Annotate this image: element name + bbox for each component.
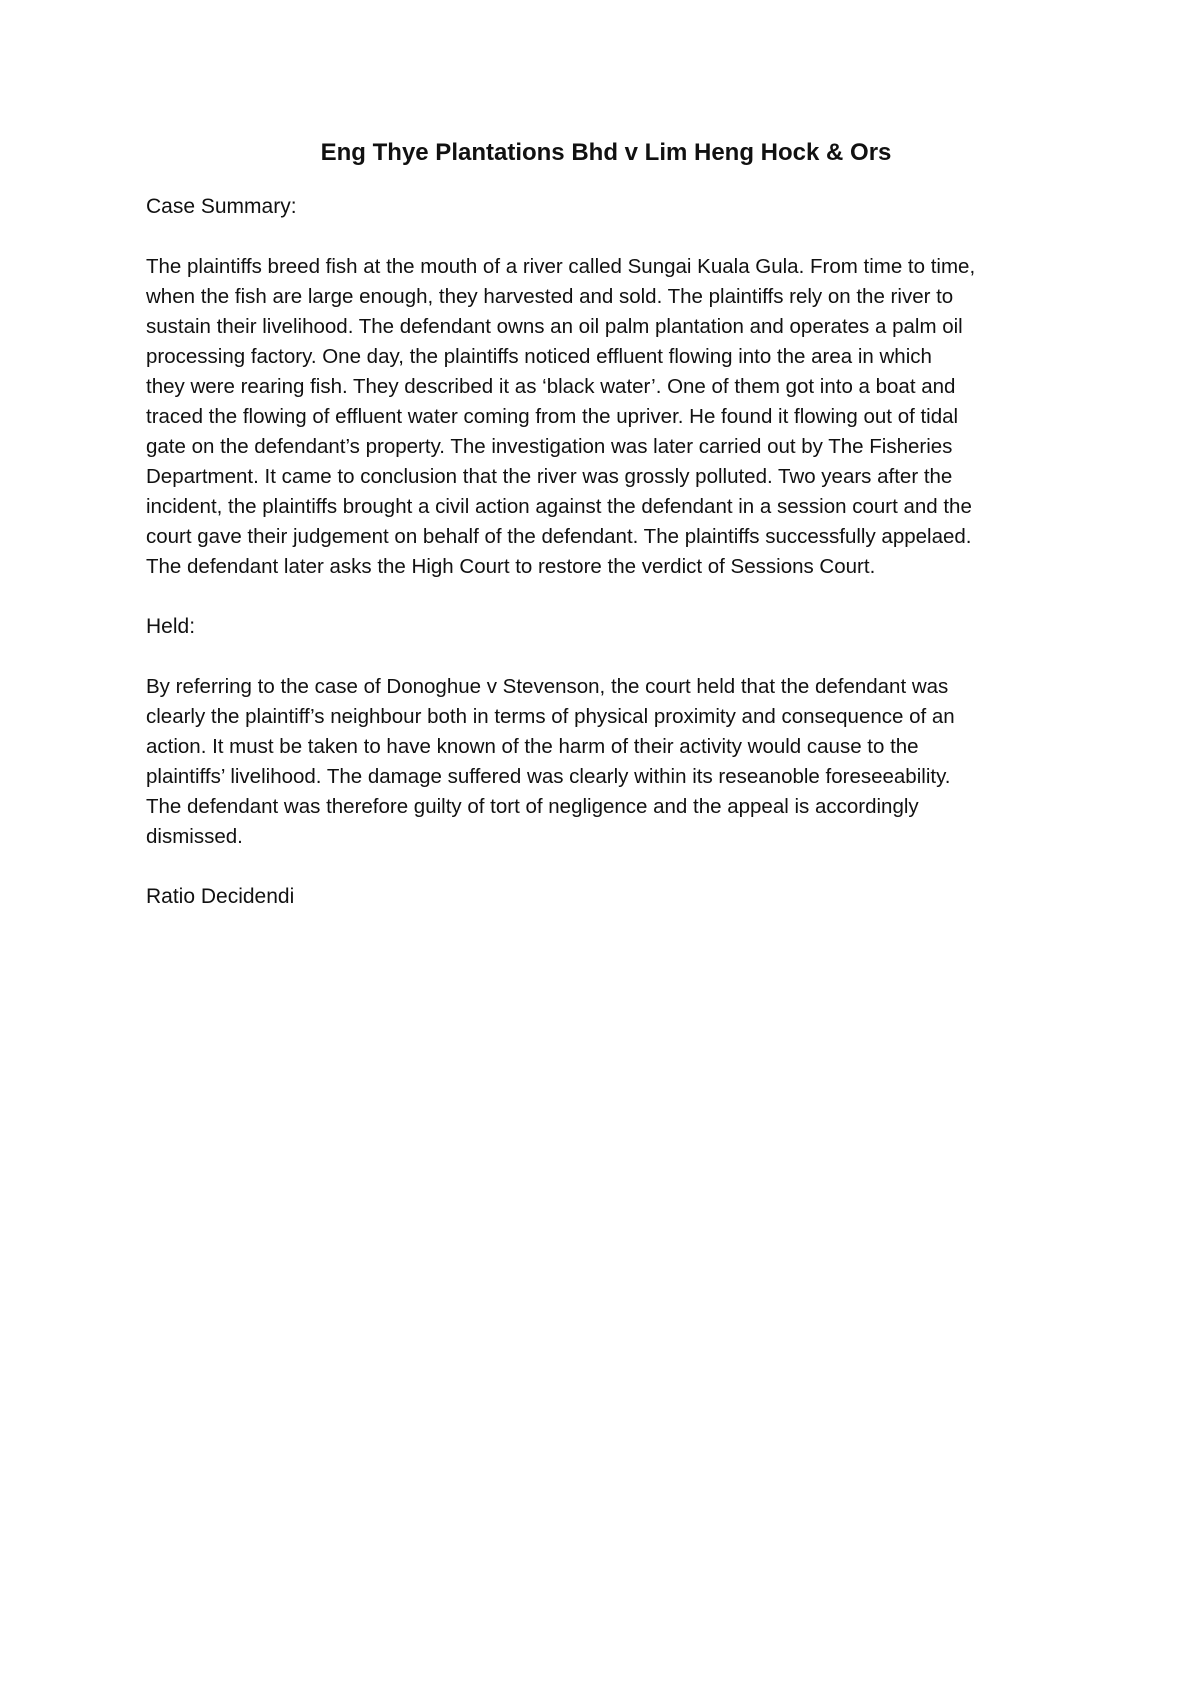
case-summary-line: sustain their livelihood. The defendant owns an oil palm plantation and operates a palm oil — [146, 315, 963, 338]
case-summary-line: gate on the defendant’s property. The investigation was later carried out by The Fisheries — [146, 435, 953, 458]
document-title: Eng Thye Plantations Bhd v Lim Heng Hock & Ors — [320, 139, 892, 166]
held-line: action. It must be taken to have known of the harm of their activity would cause to the — [146, 735, 919, 758]
held-line: clearly the plaintiff’s neighbour both in terms of physical proximity and consequence of an — [146, 705, 955, 728]
case-summary-line: they were rearing fish. They described it as ‘black water’. One of them got into a boat and — [146, 375, 956, 398]
case-summary-line: processing factory. One day, the plaintiffs noticed effluent flowing into the area in which — [146, 345, 932, 368]
document-content — [146, 138, 1066, 942]
held-line: The defendant was therefore guilty of tort of negligence and the appeal is accordingly — [146, 795, 919, 818]
case-summary-line: The plaintiffs breed fish at the mouth of a river called Sungai Kuala Gula. From time to time, — [146, 255, 976, 278]
case-summary-heading: Case Summary: — [146, 195, 297, 218]
case-summary-line: when the fish are large enough, they harvested and sold. The plaintiffs rely on the river to — [146, 285, 954, 308]
case-summary-line: court gave their judgement on behalf of the defendant. The plaintiffs successfully appelaed. — [146, 525, 972, 548]
held-line: By referring to the case of Donoghue v Stevenson, the court held that the defendant was — [146, 675, 949, 698]
case-summary-line: Department. It came to conclusion that the river was grossly polluted. Two years after the — [146, 465, 953, 488]
held-heading: Held: — [146, 615, 196, 638]
held-line: plaintiffs’ livelihood. The damage suffered was clearly within its reseanoble foreseeability. — [146, 765, 951, 788]
ratio-decidendi-heading: Ratio Decidendi — [146, 885, 295, 908]
case-summary-line: The defendant later asks the High Court to restore the verdict of Sessions Court. — [146, 555, 876, 578]
held-line: dismissed. — [146, 825, 243, 848]
case-summary-line: traced the flowing of effluent water coming from the upriver. He found it flowing out of tidal — [146, 405, 959, 428]
case-summary-paragraph — [146, 252, 1066, 582]
case-summary-line: incident, the plaintiffs brought a civil action against the defendant in a session court and the — [146, 495, 972, 518]
held-paragraph — [146, 672, 1066, 852]
